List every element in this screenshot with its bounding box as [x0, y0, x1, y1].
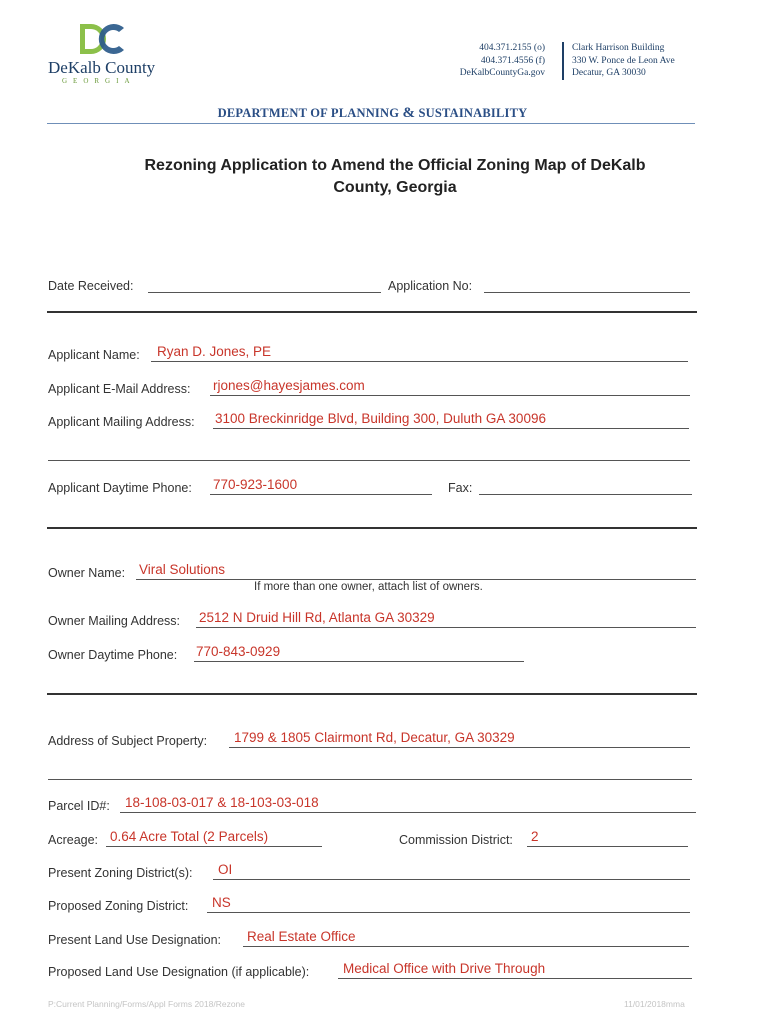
date-received-label: Date Received:: [48, 279, 134, 293]
website-link[interactable]: DeKalbCountyGa.gov: [459, 68, 545, 78]
owner-mailing-value[interactable]: 2512 N Druid Hill Rd, Atlanta GA 30329: [199, 610, 435, 625]
owner-mailing-label: Owner Mailing Address:: [48, 614, 181, 628]
owner-phone-label: Owner Daytime Phone:: [48, 648, 178, 662]
proposed-zoning-line: [207, 912, 690, 913]
owner-phone-value[interactable]: 770-843-0929: [196, 644, 281, 659]
applicant-phone-value[interactable]: 770-923-1600: [213, 477, 298, 492]
subject-address-label: Address of Subject Property:: [48, 734, 208, 748]
proposed-land-use-line: [338, 978, 692, 979]
city-address: Decatur, GA 30030: [572, 68, 646, 78]
applicant-mailing-line: [213, 428, 689, 429]
parcel-value[interactable]: 18-108-03-017 & 18-103-03-018: [125, 795, 319, 810]
applicant-name-value[interactable]: Ryan D. Jones, PE: [157, 344, 272, 359]
proposed-zoning-label: Proposed Zoning District:: [48, 899, 189, 913]
contact-divider: [562, 42, 564, 80]
proposed-land-use-label: Proposed Land Use Designation (if applicable):: [48, 965, 310, 979]
fax-label: Fax:: [448, 481, 473, 495]
applicant-name-label: Applicant Name:: [48, 348, 140, 362]
present-zoning-line: [213, 879, 690, 880]
owner-name-value[interactable]: Viral Solutions: [139, 562, 226, 577]
footer-date: 11/01/2018mma: [624, 999, 685, 1009]
acreage-label: Acreage:: [48, 833, 99, 847]
commission-value[interactable]: 2: [531, 829, 539, 844]
commission-label: Commission District:: [399, 833, 513, 847]
present-zoning-value[interactable]: OI: [218, 862, 233, 877]
department-rule: [47, 123, 695, 124]
phone-fax: 404.371.4556 (f): [480, 55, 545, 66]
parcel-line: [120, 812, 696, 813]
present-zoning-label: Present Zoning District(s):: [48, 866, 193, 880]
owner-phone-line: [194, 661, 524, 662]
county-name: DeKalb County: [48, 58, 156, 77]
fax-field[interactable]: [479, 494, 692, 495]
applicant-phone-label: Applicant Daytime Phone:: [48, 481, 192, 495]
phone-office: 404.371.2155 (o): [479, 43, 545, 53]
applicant-email-line: [210, 395, 690, 396]
applicant-mailing-label: Applicant Mailing Address:: [48, 415, 195, 429]
contact-address: [572, 42, 712, 80]
date-received-field[interactable]: [148, 292, 381, 293]
owner-mailing-line: [196, 627, 696, 628]
proposed-land-use-value[interactable]: Medical Office with Drive Through: [343, 961, 546, 976]
footer-path: P:Current Planning/Forms/Appl Forms 2018/Rezone: [48, 999, 246, 1009]
applicant-phone-line: [210, 494, 432, 495]
proposed-zoning-value[interactable]: NS: [212, 895, 231, 910]
building-name: Clark Harrison Building: [572, 43, 665, 53]
owner-name-line: [136, 579, 696, 580]
applicant-mailing-value[interactable]: 3100 Breckinridge Blvd, Building 300, Duluth GA 30096: [215, 411, 546, 426]
owner-note: If more than one owner, attach list of owners.: [254, 581, 483, 593]
subject-address-line: [229, 747, 690, 748]
present-land-use-value[interactable]: Real Estate Office: [247, 929, 356, 944]
applicant-email-value[interactable]: rjones@hayesjames.com: [213, 378, 365, 393]
dekalb-logo-icon: [78, 22, 128, 56]
subject-address-line-2[interactable]: [48, 779, 692, 780]
acreage-value[interactable]: 0.64 Acre Total (2 Parcels): [110, 829, 269, 844]
section-divider: [47, 311, 697, 313]
street-address: 330 W. Ponce de Leon Ave: [572, 55, 675, 66]
commission-line: [527, 846, 688, 847]
present-land-use-label: Present Land Use Designation:: [48, 933, 222, 947]
application-no-field[interactable]: [484, 292, 690, 293]
application-no-label: Application No:: [388, 279, 473, 293]
page-title: Rezoning Application to Amend the Official Zoning Map of DeKalb County, Georgia: [144, 157, 646, 196]
contact-phones: [440, 42, 545, 80]
present-land-use-line: [243, 946, 689, 947]
applicant-mailing-line-2[interactable]: [48, 460, 690, 461]
state-name: GEORGIA: [62, 77, 136, 85]
owner-name-label: Owner Name:: [48, 566, 126, 580]
parcel-label: Parcel ID#:: [48, 799, 110, 813]
subject-address-value[interactable]: 1799 & 1805 Clairmont Rd, Decatur, GA 30329: [234, 730, 515, 745]
department-name: DEPARTMENT OF PLANNING & SUSTAINABILITY: [217, 105, 528, 121]
applicant-email-label: Applicant E-Mail Address:: [48, 382, 191, 396]
section-divider: [47, 527, 697, 529]
applicant-name-line: [151, 361, 688, 362]
acreage-line: [106, 846, 322, 847]
section-divider: [47, 693, 697, 695]
